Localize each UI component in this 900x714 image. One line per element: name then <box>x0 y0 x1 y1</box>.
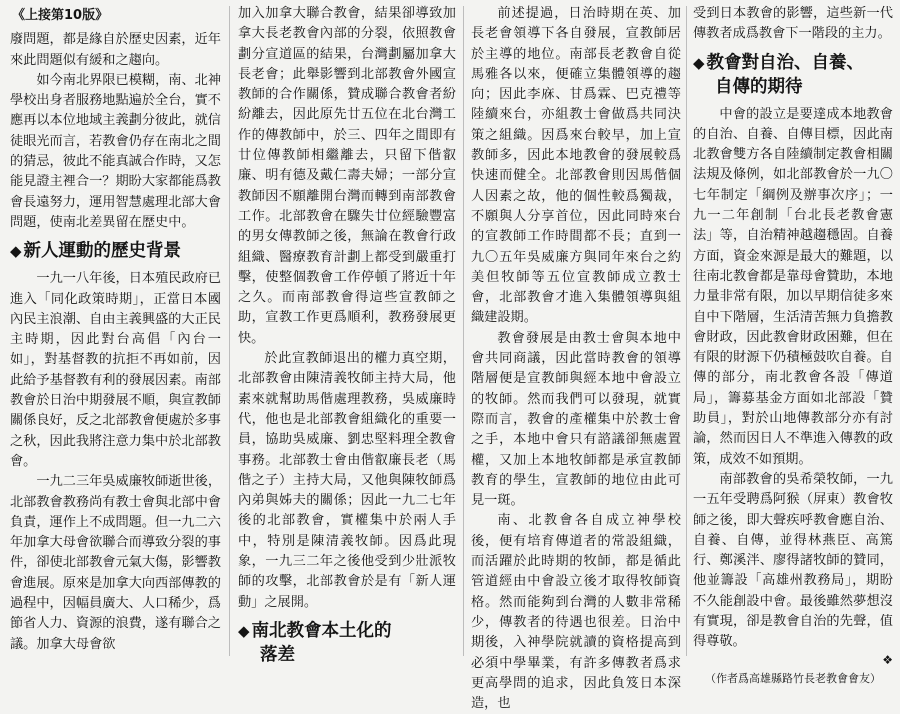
section-heading-line-1: 教會對自治、自養、 <box>706 52 865 73</box>
col3-paragraph-1: 前述提過，日治時期在英、加長老會領導下各自發展，宣教師居於主導的地位。南部長老教會自從馬雅各以來，便確立集體領導的趨向；因此李庥、甘爲霖、巴克禮等陸續來台，亦組教士會做爲共同決策之組織。因爲來台較早，加上宣教師多，因此本地教會的發展較爲快速而健全。北部教會則因馬偕個人因素之故，他的個性較爲獨裁，不願與人分享首位，因此同時來台的宣教師工作時間都不長；直到一九〇五年吳威廉方與同年來台之約美但牧師等五位宣教師成立教士會，北部教會才進入集體領導與組織建設期。 <box>471 6 681 326</box>
section-heading-line-2: 自傳的期待 <box>715 76 803 97</box>
col1-paragraph-3: 一九一八年後，日本殖民政府已進入「同化政策時期」，正當日本國內民主浪潮、自由主義興盛的大正民主時期，因此對台高倡「內台一如」，對基督教的抗拒不再如前，因此給予基督教有利的發展因素。南部教會於日治中期發展不順，與宣教師關係良好，反之北部教會便處於多事之秋，因此我將注意力集中於北部教會。 <box>10 271 222 469</box>
section-heading-line-1: 南北教會本土化的 <box>251 620 392 641</box>
end-mark-icon: ❖ <box>882 652 893 667</box>
column-1 <box>10 4 221 660</box>
col2-paragraph-1: 加入加拿大聯合教會，結果卻導致加拿大長老教會內部的分裂，依照教會劃分宣道區的結果，台灣劃屬加拿大長老會；此舉影響到北部教會外國宣教師的合作關係，贊成聯合教會者紛紛離去，因此原先廿五位在北台灣工作的傳教師中，於三、四年之間即有廿位傳教師相繼離去，只留下偕叡廉、明有德及戴仁壽夫婦；一部分宣教師因不願離開台灣而轉到南部教會工作。北部教會在驟失廿位經驗豐富的男女傳教師之後，無論在教會行政組織、醫療教育計劃上都受到嚴重打擊，使整個教會工作停頓了將近十年之久。而南部教會得這些宣教師之助，宣教工作更爲順利，教務發展更快。 <box>238 6 456 346</box>
continued-from-label: 《上接第10版》 <box>12 8 109 23</box>
col3-paragraph-2: 教會發展是由教士會與本地中會共同商議，因此當時教會的領導階層便是宣教師與經本地中會設立的牧師。然而我們可以發現，就實際而言，教會的產權集中於教士會之手，本地中會只有諮議卻無處置權，又加上本地牧師都是承宣教師教育的學生，宣教師的地位由此可見一斑。 <box>471 330 681 509</box>
diamond-bullet-icon: ◆ <box>238 621 250 640</box>
col4-paragraph-1: 受到日本教會的影響，這些新一代傳教者成爲教會下一階段的主力。 <box>693 6 893 42</box>
col3-paragraph-3: 南、北教會各自成立神學校後，便有培育傳道者的常設組織，而活躍於此時期的牧師，都是循此管道經由中會設立後才取得牧師資格。然而能夠到台灣的人數非常稀少，傳教者的待遇也很差。日治中期後，入神學院就讀的資格提高到必須中學畢業，有許多傳教者爲求更高學問的追求，因此負笈日本深造，也 <box>471 513 681 712</box>
col4-paragraph-2: 中會的設立是要達成本地教會的自治、自養、自傳目標，因此南北教會雙方各自陸續制定教會相關法規及條例，如北部教會於一九〇七年制定「綱例及辦事次序」；一九一二年創制「台北長老教會憲法」等，自治精神越趨穩固。自養方面，資金來源是最大的難題，以往南北教會都是靠母會贊助，本地力量非常有限，加以早期信徒多來自中下階層，生活清苦無力負擔教會財政，因此教會財政困難，但在有限的財源下仍積極鼓吹自養。自傳的部分，南北教會各設「傳道局」，籌募基金方面如北部設「贊助員」，對於山地傳教部分亦有討論，然而因日人不準進入傳教的政策，成效不如預期。 <box>693 106 893 467</box>
col1-paragraph-1: 廢問題，都是緣自於歷史因素，近年來此問題似有緩和之趨向。 <box>10 32 221 68</box>
diamond-bullet-icon: ◆ <box>10 242 22 261</box>
column-2 <box>238 4 456 665</box>
column-divider <box>463 6 464 656</box>
section-heading-localization <box>238 619 456 667</box>
section-heading-text: 新人運動的歷史背景 <box>23 241 182 262</box>
section-heading-line-2: 落差 <box>260 644 295 665</box>
column-divider <box>229 6 230 656</box>
col1-paragraph-4: 一九二三年吳威廉牧師逝世後，北部教會教務尚有教士會與北部中會負責，運作上不成問題。但一九二六年加拿大母會欲聯合而導致分裂的事件，卻使北部教會元氣大傷，影響教會進展。原來是加拿大向西部傳教的過程中，因幅員廣大、人口稀少，爲節省人力、資源的浪費，遂有聯合之議。加拿大母會欲 <box>10 474 222 652</box>
column-divider <box>686 6 687 656</box>
col2-paragraph-2: 於此宣教師退出的權力真空期，北部教會由陳清義牧師主持大局，他素來就幫助馬偕處理教務，吳威廉時代，他也是北部教會組織化的重要一員，協助吳威廉、劉忠堅料理全教會事務。北部教士會由偕叡廉長老（馬偕之子）主持大局，又他與陳牧師爲內弟與姊夫的關係；因此一九二七年後的北部教會，實權集中於兩人手中，特別是陳清義牧師。因爲此現象，一九三二年之後他受到少壯派牧師的攻擊，北部教會於是有「新人運動」之展開。 <box>238 351 456 610</box>
column-3 <box>471 4 681 712</box>
column-4 <box>693 4 893 685</box>
col1-paragraph-2: 如今南北界限已模糊，南、北神學校出身者服務地點遍於全台，實不應再以本位地域主義劃分彼此，就信徒眼光而言，若教會仍存在南北之間的猜忌，彼此不能真誠合作時，又怎能見證主裡合一？期盼大家都能爲教會長遠努力，運用智慧處理北部大會問題，使南北差異留在歷史中。 <box>10 72 222 230</box>
section-heading-new-movement <box>10 239 221 263</box>
author-signature: （作者爲高雄縣路竹長老教會會友） <box>705 671 881 685</box>
col4-paragraph-3: 南部教會的吳希榮牧師，一九一五年受聘爲阿猴（屏東）教會牧師之後，即大聲疾呼教會應自治、自養、自傳，並得林燕臣、高篤行、鄭溪泮、廖得諸牧師的贊同，他並籌設「高雄州教務局」，期盼不久能創設中會。最後雖然夢想沒有實現，卻是教會自治的先聲，值得尊敬。 <box>693 471 893 650</box>
section-heading-self-governance <box>693 51 893 99</box>
diamond-bullet-icon: ◆ <box>693 53 705 72</box>
